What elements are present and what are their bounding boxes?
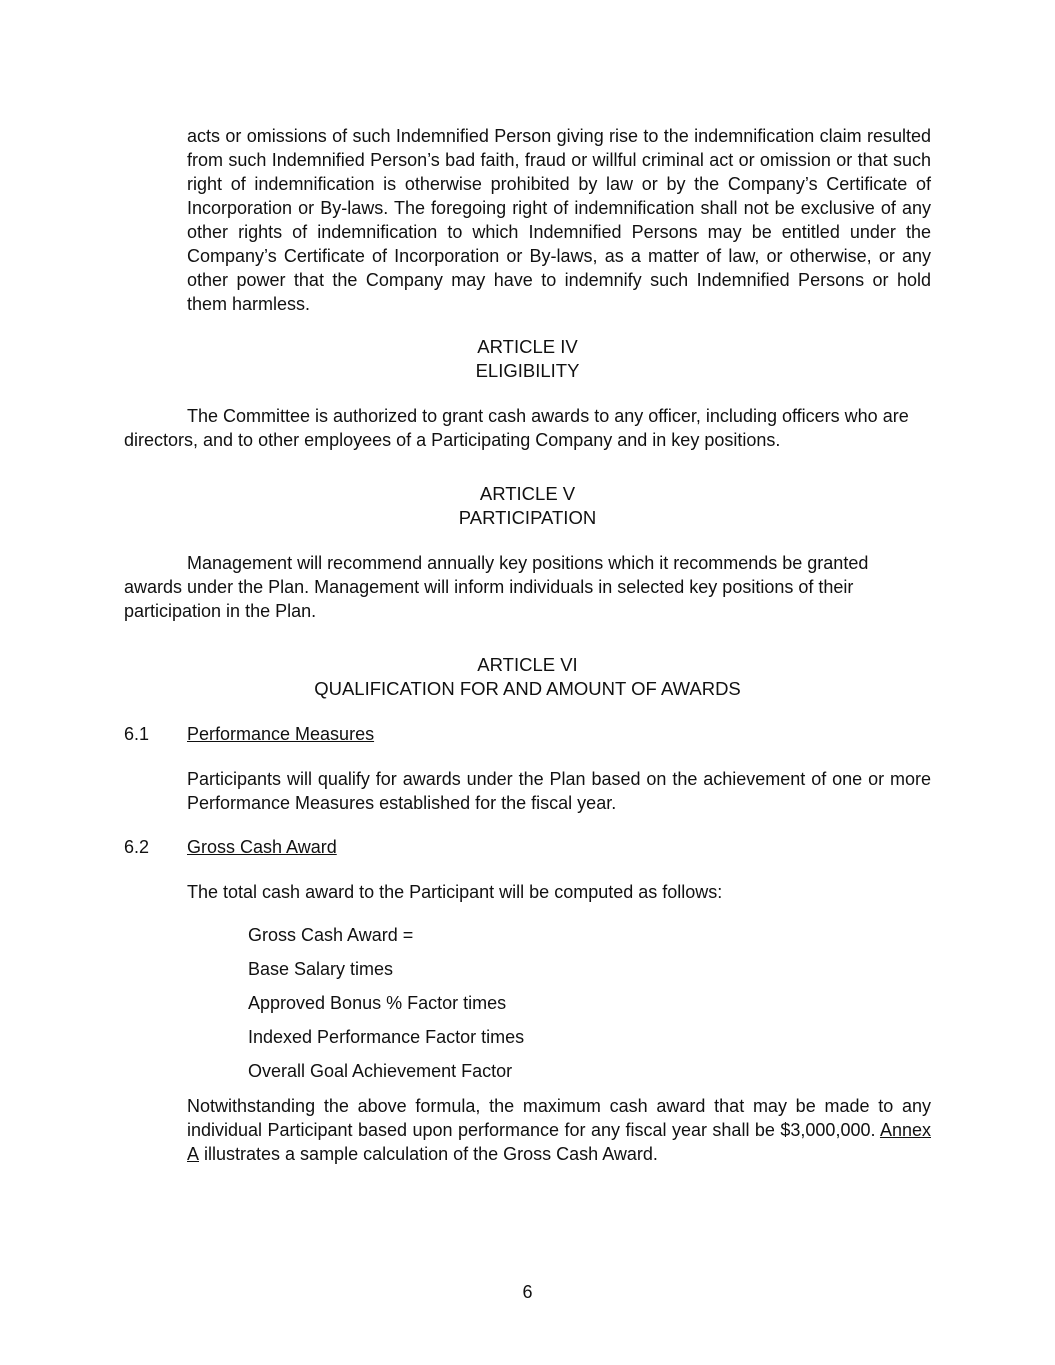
eligibility-paragraph: The Committee is authorized to grant cash awards to any officer, including officers who are directors, and to other employees of a Participating Company and in key positions. bbox=[124, 406, 909, 450]
article-5-heading bbox=[124, 482, 931, 530]
formula-line: Approved Bonus % Factor times bbox=[248, 993, 507, 1013]
performance-measures-paragraph: Participants will qualify for awards under the Plan based on the achievement of one or more Performance Measures established for the fiscal year. bbox=[187, 769, 931, 813]
page-number: 6 bbox=[522, 1282, 533, 1302]
formula-line: Base Salary times bbox=[248, 959, 394, 979]
formula-line: Overall Goal Achievement Factor bbox=[248, 1061, 513, 1081]
article-4-title: ELIGIBILITY bbox=[475, 360, 580, 381]
article-6-title: QUALIFICATION FOR AND AMOUNT OF AWARDS bbox=[314, 678, 741, 699]
article-4-number: ARTICLE IV bbox=[477, 336, 578, 357]
section-6-1-heading bbox=[124, 722, 931, 746]
closing-text-part2: illustrates a sample calculation of the Gross Cash Award. bbox=[199, 1144, 658, 1164]
participation-paragraph: Management will recommend annually key positions which it recommends be granted awards under the Plan. Management will inform individuals in selected key positions of their participation in the Plan. bbox=[124, 553, 869, 621]
article-5-title: PARTICIPATION bbox=[458, 507, 597, 528]
formula-line: Indexed Performance Factor times bbox=[248, 1027, 525, 1047]
formula-line: Gross Cash Award = bbox=[248, 925, 414, 945]
section-6-2-number: 6.2 bbox=[124, 837, 150, 857]
section-6-2-heading bbox=[124, 835, 931, 859]
gross-cash-intro: The total cash award to the Participant will be computed as follows: bbox=[187, 882, 723, 902]
section-6-2-title: Gross Cash Award bbox=[187, 837, 337, 857]
article-6-heading bbox=[124, 653, 931, 701]
annex-a-link[interactable]: Annex A bbox=[187, 1120, 931, 1164]
article-4-heading bbox=[124, 335, 931, 383]
section-6-1-number: 6.1 bbox=[124, 724, 150, 744]
section-6-1-title: Performance Measures bbox=[187, 724, 375, 744]
closing-text-part1: Notwithstanding the above formula, the maximum cash award that may be made to any individual Participant based upon performance for any fiscal year shall be $3,000,000. bbox=[187, 1096, 931, 1140]
closing-paragraph bbox=[187, 1094, 931, 1166]
gross-cash-formula bbox=[248, 923, 848, 1093]
article-5-number: ARTICLE V bbox=[479, 483, 576, 504]
article-6-number: ARTICLE VI bbox=[477, 654, 578, 675]
indemnification-continuation-paragraph: acts or omissions of such Indemnified Person giving rise to the indemnification claim resulted from such Indemnified Person’s bad faith, fraud or willful criminal act or omission or that such right of indemnification is otherwise prohibited by law or by the Company’s Certificate of Incorporation or By-laws. The foregoing right of indemnification shall not be exclusive of any other rights of indemnification to which Indemnified Persons may be entitled under the Company’s Certificate of Incorporation or By-laws, as a matter of law, or otherwise, or any other power that the Company may have to indemnify such Indemnified Persons or hold them harmless. bbox=[187, 126, 931, 314]
